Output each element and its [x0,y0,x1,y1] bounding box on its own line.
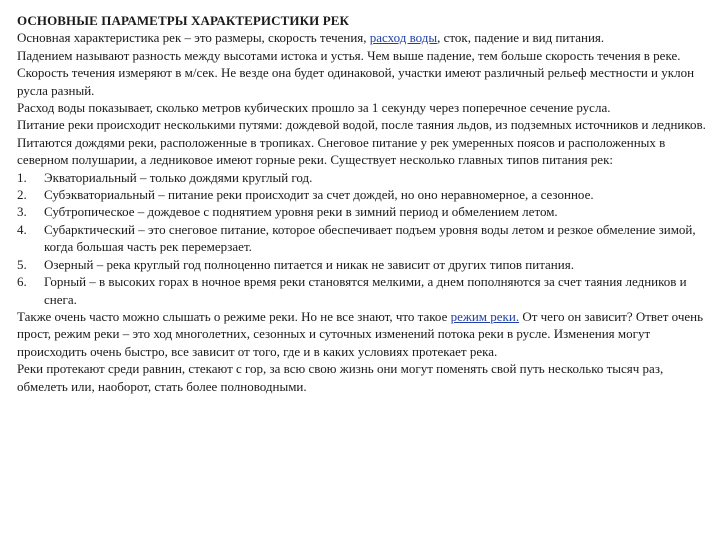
feeding-types-list [17,169,707,308]
list-item [17,256,707,273]
list-item-number: 3. [17,204,27,220]
list-item-number: 1. [17,169,27,185]
intro-text-before: Основная характеристика рек – это размеры, скорость течения, [17,30,370,46]
intro-text-after: , сток, падение и вид питания. [437,30,605,46]
river-regime-link[interactable]: режим реки. [450,308,520,324]
list-item-number: 2. [17,187,27,203]
document-page [17,12,707,395]
list-item-text: Субэкваториальный – питание реки происходит за счет дождей, но оно неравномерное, а сезонное. [44,187,594,203]
intro-paragraph [17,29,707,46]
list-item-text: Субтропическое – дождевое с поднятием уровня реки в зимний период и обмелением летом. [44,204,558,220]
list-item [17,273,707,308]
list-item-number: 4. [17,221,27,237]
list-item-text: Субарктический – это снеговое питание, которое обеспечивает подъем уровня воды летом и резкое обмеление зимой, когда большая часть рек перемерзает. [44,221,696,255]
list-item-text: Озерный – река круглый год полноценно питается и никак не зависит от других типов питания. [44,256,574,272]
water-discharge-link[interactable]: расход воды [369,30,438,46]
regime-text-before: Также очень часто можно слышать о режиме реки. Но не все знают, что такое [17,308,451,324]
list-item-text: Экваториальный – только дождями круглый год. [44,169,313,185]
list-item [17,221,707,256]
list-item [17,203,707,220]
regime-paragraph [17,308,707,360]
regime-text-after: От чего он зависит? Ответ очень прост, режим реки – это ход многолетних, сезонных и суточных изменений потока реки в русле. Изменения могут происходить очень быстро, все зависит от того, где и в каких условиях протекает река. [17,308,704,359]
list-item-number: 5. [17,256,27,272]
list-item-text: Горный – в высоких горах в ночное время реки становятся мелкими, а днем пополняются за счет таяния ледников и снега. [44,274,687,307]
fall-paragraph: Падением называют разность между высотами истока и устья. Чем выше падение, тем больше скорость течения в реке. [17,47,681,63]
discharge-paragraph: Расход воды показывает, сколько метров кубических прошло за 1 секунду через поперечное сечение русла. [17,100,611,116]
document-title: ОСНОВНЫЕ ПАРАМЕТРЫ ХАРАКТЕРИСТИКИ РЕК [17,13,350,28]
feeding-paragraph: Питание реки происходит несколькими путями: дождевой водой, после таяния льдов, из подземных источников и ледников. Питаются дождями реки, расположенные в тропиках. Снеговое питание у рек умеренных поясов и расположенных в северном полушарии, а ледниковое имеют горные реки. Существует несколько главных типов питания рек: [17,117,706,168]
list-item [17,169,707,186]
speed-paragraph: Скорость течения измеряют в м/сек. Не везде она будет одинаковой, участки имеют различный рельеф местности и уклон русла разный. [17,65,695,98]
plains-paragraph: Реки протекают среди равнин, стекают с гор, за всю свою жизнь они могут поменять свой путь несколько тысяч раз, обмелеть или, наоборот, стать более полноводными. [17,361,664,394]
list-item [17,186,707,203]
list-item-number: 6. [17,274,27,290]
